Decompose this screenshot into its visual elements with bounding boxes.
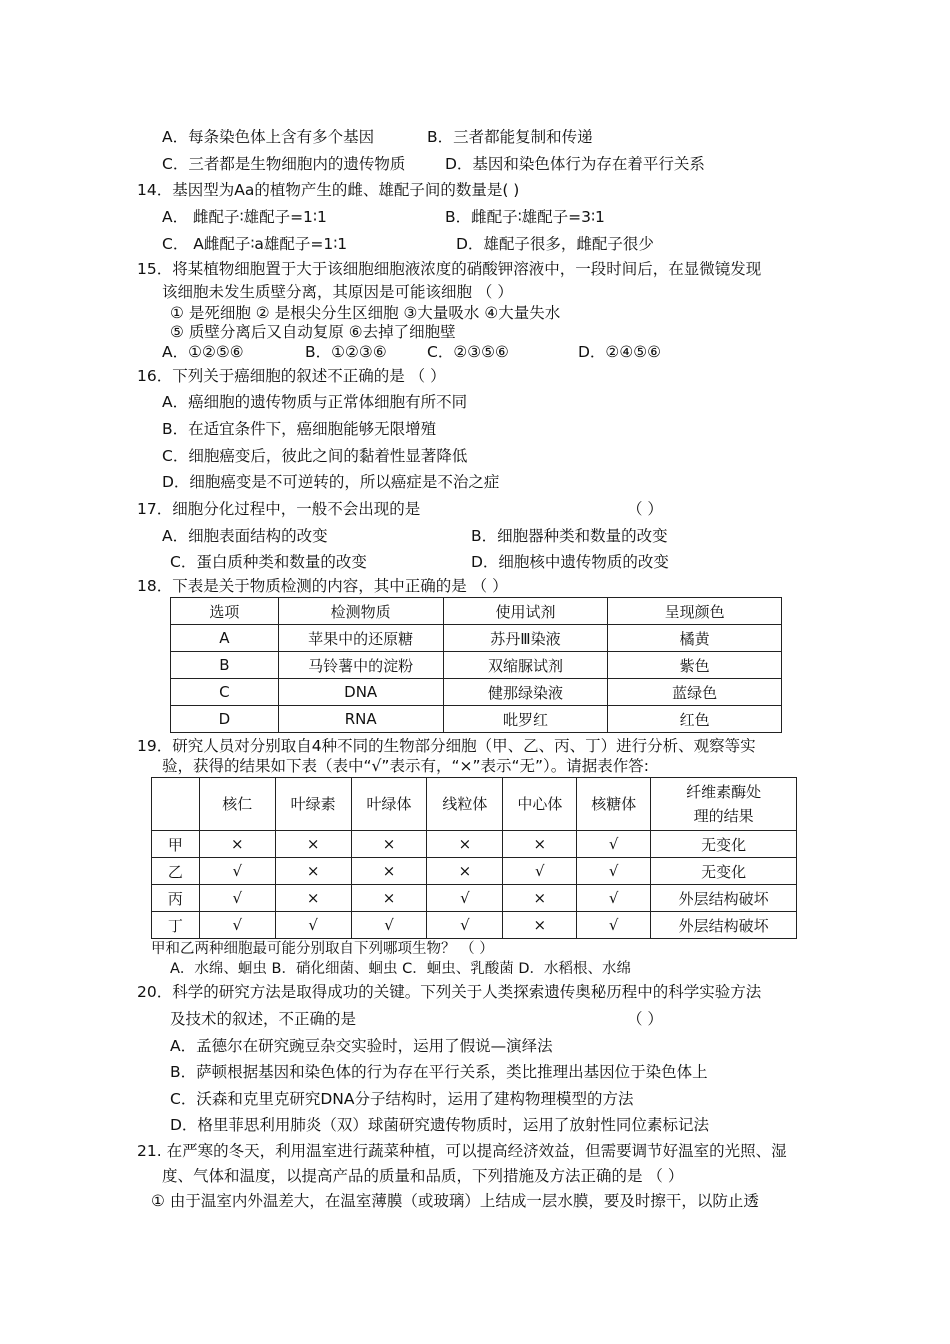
- q19-table-row: [152, 912, 797, 939]
- q15-option-a: A．①②⑤⑥: [162, 343, 244, 361]
- q19-cell: ×: [503, 885, 577, 912]
- q19-cell: √: [199, 912, 275, 939]
- q19-cell: √: [351, 912, 427, 939]
- q19-table-header-row: [152, 778, 797, 831]
- q19-cell: ×: [275, 858, 351, 885]
- q19-header-cell: 核糖体: [577, 778, 651, 831]
- q19-cell: 无变化: [651, 858, 797, 885]
- q19-cell: √: [503, 858, 577, 885]
- q19-cell: ×: [427, 858, 503, 885]
- q19-cell: 乙: [152, 858, 200, 885]
- q13-option-a: A．每条染色体上含有多个基因: [162, 128, 375, 146]
- q18-cell: 双缩脲试剂: [443, 652, 608, 679]
- q20-stem-line2: 及技术的叙述，不正确的是: [170, 1010, 357, 1028]
- q19-header-cell: 中心体: [503, 778, 577, 831]
- q19-header-cell: 叶绿体: [351, 778, 427, 831]
- q19-cell: ×: [503, 831, 577, 858]
- q19-cell: √: [577, 885, 651, 912]
- q20-stem-line1: 20．科学的研究方法是取得成功的关键。下列关于人类探索遗传奥秘历程中的科学实验方法: [137, 983, 762, 1001]
- q21-stem-line2: 度、气体和温度，以提高产品的质量和品质，下列措施及方法正确的是 （ ）: [162, 1167, 684, 1185]
- q16-option-b: B．在适宜条件下，癌细胞能够无限增殖: [162, 420, 437, 438]
- q20-option-a: A．孟德尔在研究豌豆杂交实验时，运用了假说—演绎法: [170, 1037, 553, 1055]
- q18-cell: D: [171, 706, 279, 733]
- q19-cell: ×: [351, 858, 427, 885]
- q19-header-cellulase-line2: 理的结果: [693, 807, 754, 825]
- q20-option-c: C．沃森和克里克研究DNA分子结构时，运用了建构物理模型的方法: [170, 1090, 634, 1108]
- q14-option-a: A． 雌配子∶雄配子=1∶1: [162, 208, 327, 226]
- q19-header-cell: 叶绿素: [275, 778, 351, 831]
- q17-answer-paren: （ ）: [627, 500, 663, 518]
- q18-cell: 紫色: [608, 652, 782, 679]
- q18-cell: 苏丹Ⅲ染液: [443, 625, 608, 652]
- q17-option-b: B．细胞器种类和数量的改变: [471, 527, 668, 545]
- q18-cell: DNA: [278, 679, 443, 706]
- q19-cell: 无变化: [651, 831, 797, 858]
- q18-cell: 健那绿染液: [443, 679, 608, 706]
- q19-cell: √: [427, 885, 503, 912]
- q18-header-cell: 选项: [171, 598, 279, 625]
- q18-cell: 吡罗红: [443, 706, 608, 733]
- q18-cell: C: [171, 679, 279, 706]
- q21-item-1: ① 由于温室内外温差大，在温室薄膜（或玻璃）上结成一层水膜，要及时擦干，以防止透: [151, 1192, 759, 1210]
- q15-items-line2: ⑤ 质壁分离后又自动复原 ⑥去掉了细胞壁: [170, 323, 456, 341]
- q13-option-d: D．基因和染色体行为存在着平行关系: [445, 155, 705, 173]
- q19-cell: ×: [199, 831, 275, 858]
- q18-table-header-row: [171, 598, 782, 625]
- q14-option-d: D．雄配子很多，雌配子很少: [456, 235, 654, 253]
- q14-option-c: C． A雌配子∶a雄配子=1∶1: [162, 235, 348, 253]
- q18-header-cell: 呈现颜色: [608, 598, 782, 625]
- q19-cell: ×: [351, 831, 427, 858]
- q18-table-row: [171, 625, 782, 652]
- q19-options: A．水绵、蛔虫 B．硝化细菌、蛔虫 C．蛔虫、乳酸菌 D．水稻根、水绵: [170, 961, 631, 977]
- q18-header-cell: 使用试剂: [443, 598, 608, 625]
- q19-cell: 外层结构破坏: [651, 885, 797, 912]
- q18-table: [170, 597, 782, 733]
- q15-option-d: D．②④⑤⑥: [578, 343, 662, 361]
- q18-cell: 橘黄: [608, 625, 782, 652]
- q18-header-cell: 检测物质: [278, 598, 443, 625]
- q14-option-b: B．雌配子∶雄配子=3∶1: [445, 208, 605, 226]
- q19-cell: ×: [427, 831, 503, 858]
- q19-stem-line2: 验，获得的结果如下表（表中“√”表示有，“×”表示“无”）。请据表作答:: [162, 757, 650, 775]
- q18-table-row: [171, 652, 782, 679]
- q19-cell: √: [577, 831, 651, 858]
- q19-stem-line1: 19．研究人员对分别取自4种不同的生物部分细胞（甲、乙、丙、丁）进行分析、观察等实: [137, 737, 756, 755]
- q18-table-row: [171, 679, 782, 706]
- q18-cell: RNA: [278, 706, 443, 733]
- q18-table-row: [171, 706, 782, 733]
- q19-cell: √: [275, 912, 351, 939]
- q19-cell: √: [427, 912, 503, 939]
- q15-stem-line2: 该细胞未发生质壁分离，其原因是可能该细胞 （ ）: [162, 283, 513, 301]
- q18-cell: 红色: [608, 706, 782, 733]
- q15-option-c: C．②③⑤⑥: [427, 343, 509, 361]
- q19-header-cell: 线粒体: [427, 778, 503, 831]
- q20-option-d: D．格里菲思利用肺炎（双）球菌研究遗传物质时，运用了放射性同位素标记法: [170, 1116, 709, 1134]
- q19-header-cellulase-line1: 纤维素酶处: [686, 783, 762, 801]
- q18-stem: 18．下表是关于物质检测的内容，其中正确的是 （ ）: [137, 577, 508, 595]
- q19-cell: ×: [351, 885, 427, 912]
- q18-cell: 苹果中的还原糖: [278, 625, 443, 652]
- q19-table-row: [152, 858, 797, 885]
- q19-header-cell: [152, 778, 200, 831]
- q19-table: [151, 777, 797, 939]
- q19-cell: √: [577, 858, 651, 885]
- q18-cell: 蓝绿色: [608, 679, 782, 706]
- q15-stem-line1: 15．将某植物细胞置于大于该细胞细胞液浓度的硝酸钾溶液中，一段时间后，在显微镜发现: [137, 260, 762, 278]
- q19-header-cell: 核仁: [199, 778, 275, 831]
- q16-option-d: D．细胞癌变是不可逆转的，所以癌症是不治之症: [162, 473, 500, 491]
- q13-option-c: C．三者都是生物细胞内的遗传物质: [162, 155, 406, 173]
- q17-stem: 17．细胞分化过程中，一般不会出现的是: [137, 500, 421, 518]
- q16-stem: 16．下列关于癌细胞的叙述不正确的是 （ ）: [137, 367, 446, 385]
- q19-cell: √: [199, 858, 275, 885]
- q19-cell: 丁: [152, 912, 200, 939]
- q19-sub-question: 甲和乙两种细胞最可能分别取自下列哪项生物？ （ ）: [151, 941, 494, 957]
- q17-option-d: D．细胞核中遗传物质的改变: [471, 553, 669, 571]
- q20-option-b: B．萨顿根据基因和染色体的行为存在平行关系，类比推理出基因位于染色体上: [170, 1063, 708, 1081]
- q19-cell: 甲: [152, 831, 200, 858]
- q15-items-line1: ① 是死细胞 ② 是根尖分生区细胞 ③大量吸水 ④大量失水: [170, 304, 561, 322]
- q19-cell: ×: [275, 831, 351, 858]
- q15-option-b: B．①②③⑥: [305, 343, 387, 361]
- q13-option-b: B．三者都能复制和传递: [427, 128, 593, 146]
- q17-option-a: A．细胞表面结构的改变: [162, 527, 328, 545]
- q19-table-row: [152, 885, 797, 912]
- q21-stem-line1: 21. 在严寒的冬天，利用温室进行蔬菜种植，可以提高经济效益，但需要调节好温室的光照、湿: [137, 1142, 787, 1160]
- q17-option-c: C．蛋白质种类和数量的改变: [170, 553, 367, 571]
- q16-option-a: A．癌细胞的遗传物质与正常体细胞有所不同: [162, 393, 468, 411]
- q19-header-cell-cellulase: [651, 778, 797, 831]
- q14-stem: 14．基因型为Aa的植物产生的雌、雄配子间的数量是( ): [137, 181, 520, 199]
- q19-cell: √: [577, 912, 651, 939]
- q18-cell: B: [171, 652, 279, 679]
- q18-cell: 马铃薯中的淀粉: [278, 652, 443, 679]
- q19-cell: ×: [503, 912, 577, 939]
- q19-cell: 外层结构破坏: [651, 912, 797, 939]
- q19-table-row: [152, 831, 797, 858]
- q16-option-c: C．细胞癌变后，彼此之间的黏着性显著降低: [162, 447, 468, 465]
- q19-cell: 丙: [152, 885, 200, 912]
- q19-cell: ×: [275, 885, 351, 912]
- q20-answer-paren: （ ）: [627, 1010, 663, 1028]
- q18-cell: A: [171, 625, 279, 652]
- q19-cell: √: [199, 885, 275, 912]
